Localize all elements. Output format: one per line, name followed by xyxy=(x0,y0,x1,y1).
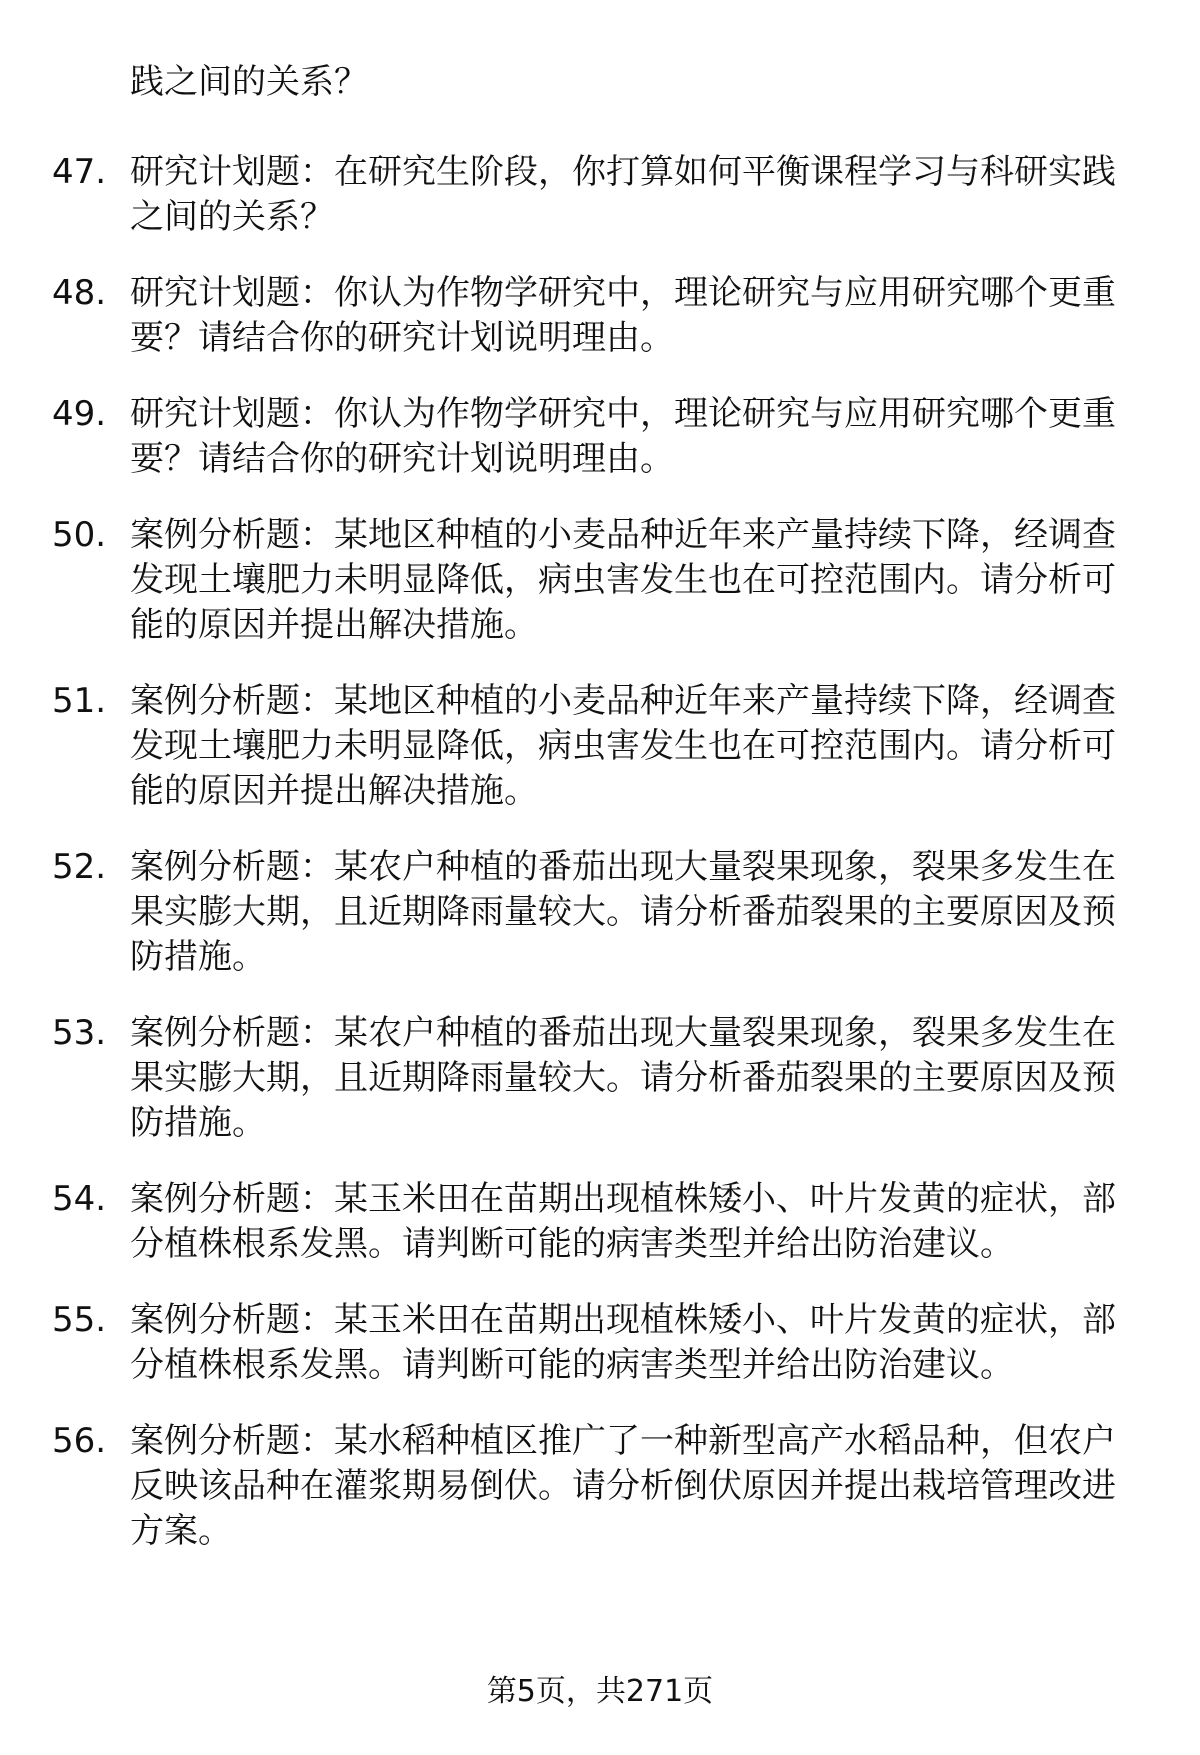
question-item xyxy=(0,513,1200,648)
question-item xyxy=(0,845,1200,980)
question-number: 50. xyxy=(52,515,107,555)
question-text: 研究计划题：你认为作物学研究中，理论研究与应用研究哪个更重要？请结合你的研究计划说明理由。 xyxy=(130,394,1116,479)
question-item xyxy=(0,1298,1200,1388)
question-text: 研究计划题：在研究生阶段，你打算如何平衡课程学习与科研实践之间的关系？ xyxy=(130,152,1116,237)
question-number: 55. xyxy=(52,1300,107,1340)
question-number: 53. xyxy=(52,1013,107,1053)
question-text: 案例分析题：某地区种植的小麦品种近年来产量持续下降，经调查发现土壤肥力未明显降低，病虫害发生也在可控范围内。请分析可能的原因并提出解决措施。 xyxy=(130,515,1116,645)
question-item xyxy=(0,271,1200,361)
question-number: 48. xyxy=(52,273,107,313)
question-text: 案例分析题：某农户种植的番茄出现大量裂果现象，裂果多发生在果实膨大期，且近期降雨量较大。请分析番茄裂果的主要原因及预防措施。 xyxy=(130,1013,1116,1143)
question-number: 47. xyxy=(52,152,107,192)
question-text: 案例分析题：某玉米田在苗期出现植株矮小、叶片发黄的症状，部分植株根系发黑。请判断可能的病害类型并给出防治建议。 xyxy=(130,1179,1116,1264)
question-list xyxy=(0,150,1200,1585)
question-text: 研究计划题：你认为作物学研究中，理论研究与应用研究哪个更重要？请结合你的研究计划说明理由。 xyxy=(130,273,1116,358)
question-number: 52. xyxy=(52,847,107,887)
question-item xyxy=(0,392,1200,482)
question-text: 案例分析题：某玉米田在苗期出现植株矮小、叶片发黄的症状，部分植株根系发黑。请判断可能的病害类型并给出防治建议。 xyxy=(130,1300,1116,1385)
question-number: 51. xyxy=(52,681,107,721)
question-number: 56. xyxy=(52,1421,107,1461)
question-item xyxy=(0,1419,1200,1554)
question-item xyxy=(0,1011,1200,1146)
question-text: 案例分析题：某农户种植的番茄出现大量裂果现象，裂果多发生在果实膨大期，且近期降雨量较大。请分析番茄裂果的主要原因及预防措施。 xyxy=(130,847,1116,977)
question-item xyxy=(0,679,1200,814)
question-text: 案例分析题：某地区种植的小麦品种近年来产量持续下降，经调查发现土壤肥力未明显降低，病虫害发生也在可控范围内。请分析可能的原因并提出解决措施。 xyxy=(130,681,1116,811)
question-number: 49. xyxy=(52,394,107,434)
question-item xyxy=(0,150,1200,240)
page-footer: 第5页，共271页 xyxy=(486,1674,714,1709)
question-number: 54. xyxy=(52,1179,107,1219)
question-item xyxy=(0,1177,1200,1267)
question-text: 案例分析题：某水稻种植区推广了一种新型高产水稻品种，但农户反映该品种在灌浆期易倒伏。请分析倒伏原因并提出栽培管理改进方案。 xyxy=(130,1421,1116,1551)
continuation-text: 践之间的关系？ xyxy=(130,62,368,102)
